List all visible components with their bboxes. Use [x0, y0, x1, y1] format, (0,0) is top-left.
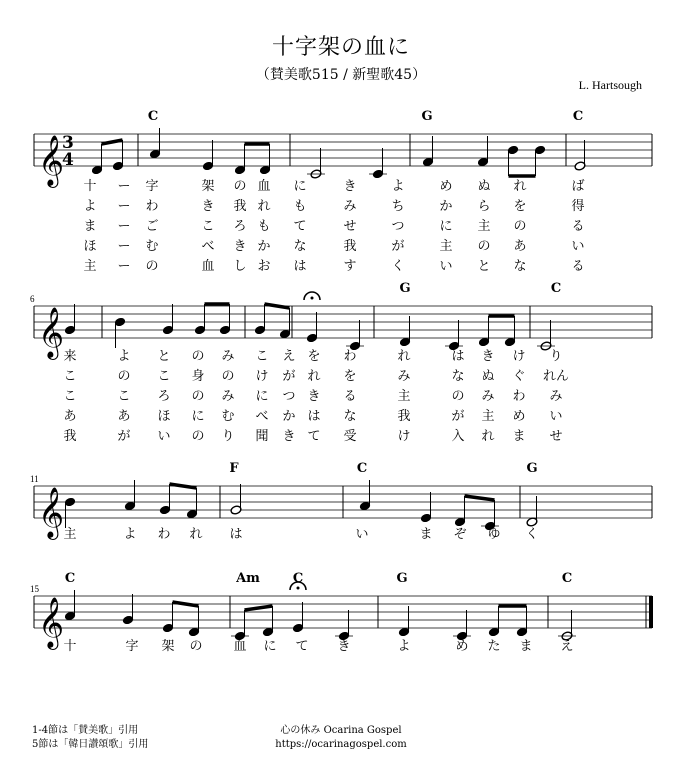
lyric-syllable: な: [451, 369, 465, 384]
lyric-syllable: み: [343, 199, 357, 214]
lyric-syllable: わ: [145, 199, 159, 214]
lyric-syllable: は: [229, 527, 243, 542]
treble-clef-icon: 𝄞: [38, 487, 65, 538]
lyric-syllable: 十: [83, 179, 97, 194]
song-subtitle: （賛美歌515 / 新聖歌45）: [255, 67, 427, 83]
lyric-syllable: る: [571, 219, 585, 234]
lyric-syllable: の: [189, 639, 203, 654]
lyric-syllable: の: [477, 239, 491, 254]
lyric-syllable: 十: [63, 639, 77, 654]
lyric-syllable: ま: [419, 527, 433, 542]
lyric-syllable: か: [257, 239, 271, 254]
lyric-syllable: 我: [397, 409, 411, 424]
treble-clef-icon: 𝄞: [38, 135, 65, 186]
lyric-syllable: る: [571, 259, 585, 274]
lyric-syllable: 架: [201, 179, 215, 194]
lyric-syllable: が: [282, 369, 296, 384]
lyric-syllable: の: [191, 429, 205, 444]
lyric-syllable: た: [487, 639, 501, 654]
lyric-syllable: い: [571, 239, 585, 254]
chord-symbol: G: [421, 109, 433, 124]
lyric-syllable: こ: [63, 369, 77, 384]
footer-note-2: 5節は「韓日讃頌歌」引用: [32, 739, 149, 750]
lyric-syllable: し: [233, 259, 247, 274]
lyric-syllable: 血: [233, 639, 247, 654]
lyric-syllable: り: [549, 349, 563, 364]
lyric-syllable: 血: [201, 259, 215, 274]
lyric-syllable: 受: [343, 429, 357, 444]
chord-symbol: C: [572, 109, 584, 124]
lyric-syllable: の: [233, 179, 247, 194]
treble-clef-icon: 𝄞: [38, 307, 65, 358]
lyric-syllable: 字: [125, 639, 139, 654]
lyric-syllable: も: [257, 219, 271, 234]
lyric-syllable: の: [145, 259, 159, 274]
lyric-syllable: 得: [571, 199, 585, 214]
lyric-syllable: る: [343, 389, 357, 404]
measure-number: 6: [30, 294, 35, 304]
chord-symbol: C: [292, 571, 304, 586]
lyric-syllable: と: [157, 349, 171, 364]
lyric-syllable: ー: [117, 199, 131, 214]
lyric-syllable: の: [451, 389, 465, 404]
fermata-dot: [297, 587, 300, 590]
lyric-syllable: ろ: [157, 389, 171, 404]
lyric-syllable: れ: [189, 527, 203, 542]
lyric-syllable: め: [439, 179, 453, 194]
lyric-syllable: ま: [83, 219, 97, 234]
lyric-syllable: か: [439, 199, 453, 214]
lyric-syllable: を: [307, 349, 321, 364]
lyric-syllable: に: [263, 639, 277, 654]
lyric-syllable: れ: [481, 429, 495, 444]
lyric-syllable: べ: [201, 239, 215, 254]
note-beam: [465, 496, 495, 500]
lyric-syllable: ー: [117, 259, 131, 274]
lyric-syllable: お: [257, 259, 271, 274]
lyric-syllable: わ: [157, 527, 171, 542]
lyric-syllable: こ: [201, 219, 215, 234]
song-title: 十字架の血に: [271, 35, 410, 60]
lyric-syllable: に: [191, 409, 205, 424]
lyric-syllable: こ: [63, 389, 77, 404]
lyric-syllable: に: [255, 389, 269, 404]
footer-note-1: 1-4節は「賛美歌」引用: [32, 725, 139, 736]
lyric-syllable: 主: [63, 527, 77, 542]
lyric-syllable: の: [221, 369, 235, 384]
lyric-syllable: つ: [391, 219, 405, 234]
lyric-syllable: せ: [549, 429, 563, 444]
lyric-syllable: ろ: [233, 219, 247, 234]
lyric-syllable: て: [293, 219, 307, 234]
lyric-syllable: 架: [161, 639, 175, 654]
lyric-syllable: よ: [117, 349, 131, 364]
lyric-syllable: せ: [343, 219, 357, 234]
lyric-syllable: き: [282, 429, 296, 444]
lyric-syllable: に: [293, 179, 307, 194]
lyric-syllable: の: [513, 219, 527, 234]
lyric-syllable: ゆ: [487, 527, 501, 542]
chord-symbol: C: [64, 571, 76, 586]
lyric-syllable: て: [295, 639, 309, 654]
note-beam: [102, 140, 123, 144]
lyric-syllable: て: [307, 429, 321, 444]
note-beam: [245, 606, 273, 610]
footer-site: [0, 724, 682, 752]
lyric-syllable: は: [451, 349, 465, 364]
chord-symbol: C: [561, 571, 573, 586]
lyric-syllable: め: [512, 409, 526, 424]
measure-number: 11: [30, 474, 39, 484]
chord-symbol: C: [147, 109, 159, 124]
lyric-syllable: を: [343, 369, 357, 384]
lyric-syllable: こ: [117, 389, 131, 404]
lyric-syllable: を: [513, 199, 527, 214]
lyric-syllable: わ: [343, 349, 357, 364]
chord-symbol: F: [229, 461, 239, 476]
lyric-syllable: 主: [83, 259, 97, 274]
note-beam: [173, 602, 199, 606]
lyric-syllable: ら: [477, 199, 491, 214]
lyric-syllable: み: [221, 389, 235, 404]
lyric-syllable: い: [157, 429, 171, 444]
lyric-syllable: け: [255, 369, 269, 384]
measure-number: 15: [30, 584, 39, 594]
lyric-syllable: は: [307, 409, 321, 424]
lyric-syllable: は: [293, 259, 307, 274]
lyric-syllable: 来: [63, 349, 77, 364]
lyric-syllable: き: [233, 239, 247, 254]
chord-symbol: Am: [236, 571, 260, 586]
lyric-syllable: の: [191, 389, 205, 404]
lyric-syllable: あ: [117, 409, 131, 424]
lyric-syllable: む: [145, 239, 159, 254]
lyric-syllable: か: [282, 409, 296, 424]
lyric-syllable: み: [221, 349, 235, 364]
lyric-syllable: が: [391, 239, 405, 254]
lyric-syllable: き: [481, 349, 495, 364]
lyric-syllable: よ: [83, 199, 97, 214]
lyric-syllable: え: [560, 639, 574, 654]
lyric-syllable: れん: [542, 369, 570, 384]
lyric-syllable: す: [343, 259, 357, 274]
lyric-syllable: き: [337, 639, 351, 654]
lyric-syllable: が: [117, 429, 131, 444]
lyric-syllable: れ: [397, 349, 411, 364]
chord-symbol: G: [396, 571, 408, 586]
lyric-syllable: よ: [391, 179, 405, 194]
chord-symbol: G: [526, 461, 538, 476]
lyric-syllable: 血: [257, 179, 271, 194]
chord-symbol: C: [356, 461, 368, 476]
lyric-syllable: い: [439, 259, 453, 274]
lyric-syllable: ち: [391, 199, 405, 214]
lyric-syllable: な: [293, 239, 307, 254]
time-signature-top: 3: [62, 133, 74, 153]
lyric-syllable: ぐ: [512, 369, 526, 384]
lyric-syllable: く: [391, 259, 405, 274]
lyric-syllable: く: [525, 527, 539, 542]
lyric-syllable: よ: [397, 639, 411, 654]
lyric-syllable: 字: [145, 179, 159, 194]
lyric-syllable: き: [343, 179, 357, 194]
lyric-syllable: の: [191, 349, 205, 364]
lyric-syllable: な: [343, 409, 357, 424]
fermata-dot: [311, 297, 314, 300]
lyric-syllable: 主: [481, 409, 495, 424]
time-signature-bottom: 4: [62, 150, 74, 170]
lyric-syllable: れ: [513, 179, 527, 194]
lyric-syllable: れ: [257, 199, 271, 214]
lyric-syllable: 身: [191, 369, 205, 384]
lyric-syllable: こ: [255, 349, 269, 364]
lyric-syllable: わ: [512, 389, 526, 404]
lyric-syllable: 我: [233, 199, 247, 214]
lyric-syllable: い: [549, 409, 563, 424]
lyric-syllable: が: [451, 409, 465, 424]
lyric-syllable: 我: [63, 429, 77, 444]
lyric-syllable: み: [397, 369, 411, 384]
lyric-syllable: み: [549, 389, 563, 404]
lyric-syllable: ぬ: [477, 179, 491, 194]
lyric-syllable: と: [477, 259, 491, 274]
lyric-syllable: り: [221, 429, 235, 444]
lyric-syllable: あ: [513, 239, 527, 254]
lyric-syllable: ば: [571, 179, 585, 194]
lyric-syllable: 主: [477, 219, 491, 234]
lyric-syllable: き: [307, 389, 321, 404]
lyric-syllable: な: [513, 259, 527, 274]
lyric-syllable: け: [512, 349, 526, 364]
lyric-syllable: ー: [117, 239, 131, 254]
lyric-syllable: ぞ: [453, 527, 467, 542]
lyric-syllable: ー: [117, 219, 131, 234]
lyric-syllable: 入: [451, 429, 465, 444]
lyric-syllable: ほ: [157, 409, 171, 424]
lyric-syllable: 我: [343, 239, 357, 254]
lyric-syllable: こ: [157, 369, 171, 384]
note-beam: [170, 484, 197, 488]
lyric-syllable: 主: [439, 239, 453, 254]
chord-symbol: C: [550, 281, 562, 296]
composer: L. Hartsough: [578, 78, 642, 92]
lyric-syllable: あ: [63, 409, 77, 424]
lyric-syllable: ま: [512, 429, 526, 444]
lyric-syllable: 聞: [255, 429, 269, 444]
lyric-syllable: い: [355, 527, 369, 542]
lyric-syllable: き: [201, 199, 215, 214]
lyric-syllable: ほ: [83, 239, 97, 254]
lyric-syllable: も: [293, 199, 307, 214]
lyric-syllable: め: [455, 639, 469, 654]
treble-clef-icon: 𝄞: [38, 597, 65, 648]
lyric-syllable: ご: [145, 219, 159, 234]
chord-symbol: G: [399, 281, 411, 296]
lyric-syllable: の: [117, 369, 131, 384]
lyric-syllable: み: [481, 389, 495, 404]
lyric-syllable: つ: [282, 389, 296, 404]
lyric-syllable: れ: [307, 369, 321, 384]
note-beam: [265, 304, 290, 308]
lyric-syllable: え: [282, 349, 296, 364]
lyric-syllable: 主: [397, 389, 411, 404]
lyric-syllable: ま: [519, 639, 533, 654]
lyric-syllable: け: [397, 429, 411, 444]
final-barline: [649, 596, 653, 628]
footer-site-name: 心の休み Ocarina Gospel: [280, 725, 402, 736]
lyric-syllable: よ: [123, 527, 137, 542]
lyric-syllable: ー: [117, 179, 131, 194]
lyric-syllable: む: [221, 409, 235, 424]
footer-site-url: https://ocarinagospel.com: [275, 739, 407, 750]
lyric-syllable: べ: [255, 409, 269, 424]
lyric-syllable: ぬ: [481, 369, 495, 384]
lyric-syllable: に: [439, 219, 453, 234]
